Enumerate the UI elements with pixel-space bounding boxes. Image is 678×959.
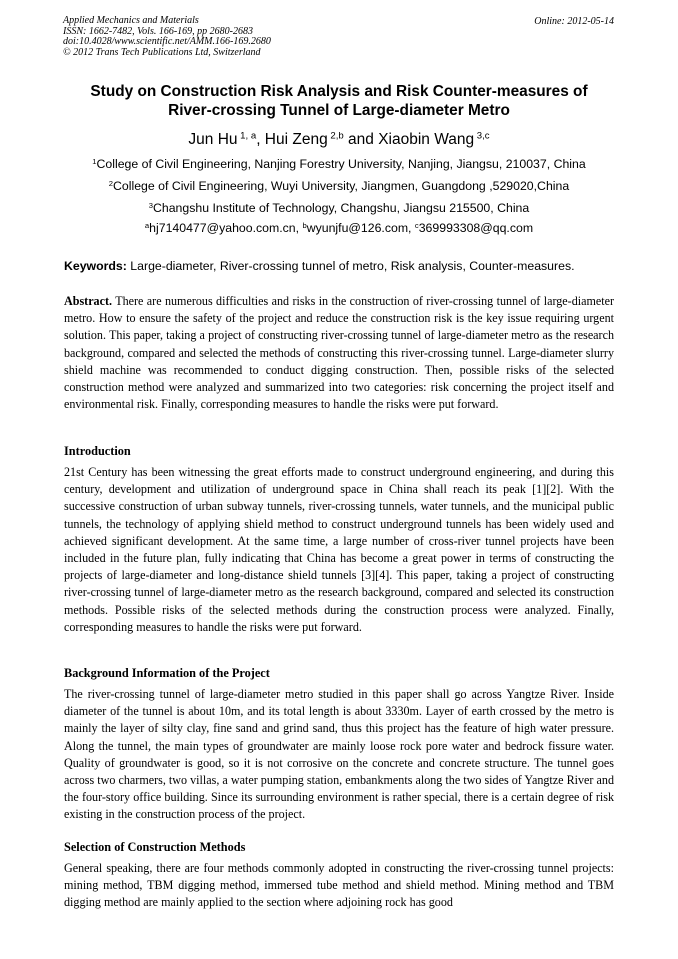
keywords-text: Large-diameter, River-crossing tunnel of metro, Risk analysis, Counter-measures. bbox=[126, 259, 575, 273]
author-name: , Hui Zeng bbox=[256, 131, 328, 148]
abstract-label: Abstract. bbox=[64, 294, 113, 308]
affiliation-text: Changshu Institute of Technology, Changshu, Jiangsu 215500, China bbox=[153, 201, 530, 215]
selection-body bbox=[64, 860, 614, 912]
email-mark: b bbox=[302, 220, 307, 230]
affiliation bbox=[0, 179, 678, 193]
title-line-2: River-crossing Tunnel of Large-diameter Metro bbox=[168, 102, 510, 119]
abstract bbox=[64, 293, 614, 413]
author-name: and Xiaobin Wang bbox=[343, 131, 475, 148]
author-list bbox=[0, 131, 678, 149]
introduction-body bbox=[64, 464, 614, 636]
author-affiliation-mark: 1, a bbox=[237, 130, 257, 142]
keywords-label: Keywords: bbox=[64, 259, 127, 273]
affiliation-text: College of Civil Engineering, Nanjing Forestry University, Nanjing, Jiangsu, 210037, China bbox=[96, 157, 586, 171]
email-mark: a bbox=[144, 220, 150, 230]
abstract-text: There are numerous difficulties and risks in the construction of river-crossing tunnel of large-diameter metro. How to ensure the safety of the project and reduce the construction risk is the key issue requiring urgent solution. This paper, taking a project of constructing river-crossing tunnel of large-diameter metro as the research background, compared and selected the methods of constructing this river-crossing tunnel. Large-diameter slurry shield machine was recommended to conduct digging construction. Then, possible risks of the selected construction method were analyzed and summarized into two categories: risk concerning the project itself and environmental risk. Finally, corresponding measures to handle the risks were put forward. bbox=[64, 294, 614, 412]
email-mark: c bbox=[414, 220, 419, 230]
copyright-line: © 2012 Trans Tech Publications Ltd, Switzerland bbox=[63, 46, 261, 58]
introduction-paragraph: 21st Century has been witnessing the great efforts made to construct underground engineering, and during this century, development and utilization of underground space in China shall reach its peak [1][2]. With the successive construction of urban subway tunnels, river-crossing tunnels, water tunnels, and the municipal public tunnels, the technology of applying shield method to construct underground tunnels has been widely used and achieved significant development. At the same time, a large number of cross-river tunnel projects have been included in the future plan, fully indicating that China has become a great power in terms of constructing the projects of large-diameter and long-distance shield tunnels [3][4]. This paper, taking a project of constructing river-crossing tunnel of large-diameter metro as the research background, compared and selected its construction methods. Possible risks of the selected methods during the construction process were analyzed. Finally, corresponding measures to handle the risks were put forward. bbox=[64, 465, 614, 634]
affiliation-text: College of Civil Engineering, Wuyi University, Jiangmen, Guangdong ,529020,China bbox=[113, 179, 570, 193]
affiliation bbox=[0, 157, 678, 171]
author-affiliation-mark: 2,b bbox=[327, 130, 344, 142]
selection-paragraph: General speaking, there are four methods commonly adopted in constructing the river-crossing tunnel projects: mining method, TBM digging method, immersed tube method and shield method. Mining method and TBM digging method are mainly applied to the section where adjoining rock has good bbox=[64, 861, 614, 910]
author-name: Jun Hu bbox=[188, 131, 238, 148]
section-heading-background: Background Information of the Project bbox=[64, 666, 270, 680]
online-date: Online: 2012-05-14 bbox=[534, 16, 614, 27]
paper-title bbox=[40, 82, 638, 120]
affiliation-mark: 3 bbox=[148, 200, 153, 210]
affiliation-mark: 1 bbox=[92, 156, 97, 166]
affiliation-mark: 2 bbox=[108, 178, 114, 188]
background-body bbox=[64, 686, 614, 824]
title-line-1: Study on Construction Risk Analysis and Risk Counter-measures of bbox=[90, 83, 588, 100]
author-affiliation-mark: 3,c bbox=[474, 130, 490, 142]
affiliation bbox=[0, 201, 678, 215]
section-heading-introduction: Introduction bbox=[64, 444, 131, 458]
journal-name: Applied Mechanics and Materials bbox=[63, 15, 199, 26]
issn-line: ISSN: 1662-7482, Vols. 166-169, pp 2680-2683 bbox=[63, 25, 253, 37]
email-address: 369993308@qq.com bbox=[418, 221, 534, 235]
email-address: hj7140477@yahoo.com.cn, bbox=[149, 221, 303, 235]
email-list bbox=[0, 221, 678, 235]
doi-line: doi:10.4028/www.scientific.net/AMM.166-169.2680 bbox=[63, 36, 271, 47]
email-address: wyunjfu@126.com, bbox=[306, 221, 415, 235]
section-heading-selection: Selection of Construction Methods bbox=[64, 840, 246, 854]
keywords bbox=[64, 259, 575, 273]
background-paragraph: The river-crossing tunnel of large-diameter metro studied in this paper shall go across Yangtze River. Inside diameter of the tunnel is about 10m, and its total length is about 3330m. Layer of earth crossed by the metro is mainly the layer of silty clay, fine sand and grind sand, thus this project has the feature of high water pressure. Along the tunnel, the main types of groundwater are mainly loose rock pore water and bedrock fissure water. Quality of groundwater is good, so it is not corrosive on the concrete and concrete structure. The tunnel goes across two charmers, two villas, a water pumping station, embankments along the two sides of Yangtze River and the four-story office building. Since its surrounding environment is rather special, there is a certain degree of risk existing in the construction process of the project. bbox=[64, 687, 614, 822]
